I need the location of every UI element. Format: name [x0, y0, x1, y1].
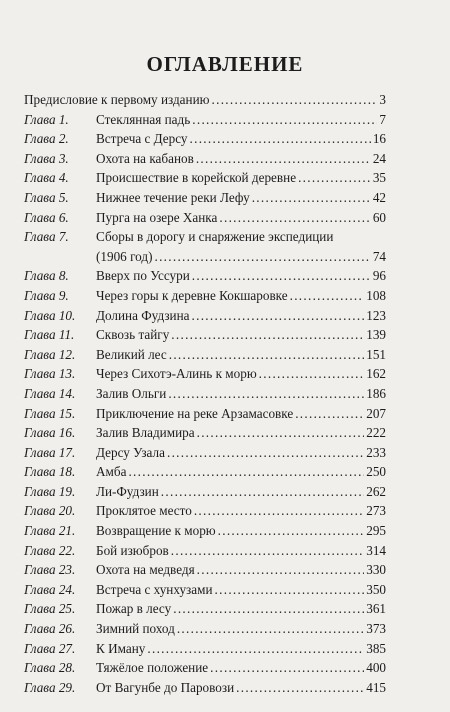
entry-title: Приключение на реке Арзамасовке	[96, 405, 294, 421]
toc-entry[interactable]	[24, 501, 386, 521]
entry-title: Через Сихотэ-Алинь к морю	[96, 366, 257, 382]
toc-entry[interactable]	[24, 227, 386, 266]
chapter-label: Глава 21.	[24, 523, 76, 539]
toc-entry[interactable]	[24, 149, 386, 169]
toc-entry[interactable]	[24, 286, 386, 306]
entry-title: Проклятое место	[96, 503, 192, 519]
entry-page: 233	[366, 444, 386, 460]
toc-entry[interactable]	[24, 580, 386, 600]
dot-leader	[171, 325, 364, 345]
entry-title: Сквозь тайгу	[96, 327, 170, 343]
entry-title: Залив Ольги	[96, 385, 167, 401]
entry-title: Долина Фудзина	[96, 307, 190, 323]
dot-leader	[210, 658, 364, 678]
toc-entry[interactable]	[24, 619, 386, 639]
dot-leader	[295, 404, 364, 424]
toc-entry[interactable]	[24, 482, 386, 502]
entry-title: Пурга на озере Ханка	[96, 209, 218, 225]
toc-entry[interactable]	[24, 129, 386, 149]
entry-page: 60	[372, 209, 386, 225]
chapter-label: Глава 19.	[24, 483, 76, 499]
toc-entry[interactable]	[24, 168, 386, 188]
chapter-label: Глава 10.	[24, 307, 76, 323]
dot-leader	[197, 423, 365, 443]
chapter-label: Глава 16.	[24, 425, 76, 441]
toc-entry[interactable]	[24, 599, 386, 619]
dot-leader	[192, 110, 377, 130]
toc-entry[interactable]	[24, 325, 386, 345]
entry-page: 16	[372, 131, 386, 147]
entry-page: 42	[372, 189, 386, 205]
toc-entry[interactable]	[24, 364, 386, 384]
entry-title: Стеклянная падь	[96, 111, 191, 127]
chapter-label: Глава 27.	[24, 640, 76, 656]
chapter-list	[24, 110, 386, 698]
dot-leader	[192, 306, 365, 326]
table-of-contents	[24, 90, 386, 697]
chapter-label: Глава 15.	[24, 405, 76, 421]
entry-page: 162	[366, 366, 386, 382]
chapter-label: Глава 17.	[24, 444, 76, 460]
entry-title: От Вагунбе до Паровози	[96, 679, 235, 695]
chapter-label: Глава 18.	[24, 464, 76, 480]
entry-title: Ли-Фудзин	[96, 483, 159, 499]
entry-title: Вверх по Уссури	[96, 268, 190, 284]
chapter-label: Глава 5.	[24, 189, 69, 205]
entry-page: 151	[366, 346, 386, 362]
entry-page: 373	[366, 621, 386, 637]
dot-leader	[215, 580, 365, 600]
toc-entry[interactable]	[24, 110, 386, 130]
chapter-label: Глава 1.	[24, 111, 69, 127]
dot-leader	[259, 364, 365, 384]
entry-page: 250	[366, 464, 386, 480]
entry-page: 400	[366, 660, 386, 676]
dot-leader	[168, 384, 364, 404]
chapter-label: Глава 4.	[24, 170, 69, 186]
toc-entry[interactable]	[24, 306, 386, 326]
toc-entry[interactable]	[24, 639, 386, 659]
entry-page: 273	[366, 503, 386, 519]
dot-leader	[218, 521, 365, 541]
entry-title: Тяжёлое положение	[96, 660, 209, 676]
entry-page: 415	[366, 679, 386, 695]
entry-title: Предисловие к первому изданию	[24, 92, 210, 107]
entry-title: Дерсу Узала	[96, 444, 165, 460]
entry-page: 24	[372, 150, 386, 166]
entry-page: 123	[366, 307, 386, 323]
entry-title: Возвращение к морю	[96, 523, 216, 539]
dot-leader	[212, 90, 378, 110]
entry-page: 330	[366, 562, 386, 578]
entry-page: 222	[366, 425, 386, 441]
toc-entry[interactable]	[24, 658, 386, 678]
entry-page: 139	[366, 327, 386, 343]
chapter-label: Глава 25.	[24, 601, 76, 617]
dot-leader	[252, 188, 371, 208]
chapter-label: Глава 11.	[24, 327, 75, 343]
dot-leader	[192, 266, 371, 286]
chapter-label: Глава 8.	[24, 268, 69, 284]
entry-page: 350	[366, 581, 386, 597]
toc-entry[interactable]	[24, 678, 386, 698]
dot-leader	[298, 168, 371, 188]
entry-title: (1906 год)	[96, 248, 153, 264]
entry-page: 74	[372, 248, 386, 264]
dot-leader	[128, 462, 364, 482]
chapter-label: Глава 7.	[24, 229, 69, 245]
chapter-label: Глава 2.	[24, 131, 69, 147]
dot-leader	[194, 501, 364, 521]
toc-entry[interactable]	[24, 521, 386, 541]
entry-title: К Иману	[96, 640, 146, 656]
chapter-label: Глава 22.	[24, 542, 76, 558]
entry-page: 186	[366, 385, 386, 401]
entry-title: Залив Владимира	[96, 425, 195, 441]
dot-leader	[154, 247, 370, 267]
entry-title: Охота на кабанов	[96, 150, 194, 166]
dot-leader	[167, 443, 364, 463]
toc-entry[interactable]	[24, 266, 386, 286]
entry-page: 385	[366, 640, 386, 656]
entry-title: Бой изюбров	[96, 542, 169, 558]
entry-title: Пожар в лесу	[96, 601, 172, 617]
chapter-label: Глава 9.	[24, 287, 69, 303]
dot-leader	[236, 678, 364, 698]
dot-leader	[173, 599, 364, 619]
entry-title: Встреча с хунхузами	[96, 581, 213, 597]
dot-leader	[219, 208, 370, 228]
entry-title: Охота на медведя	[96, 562, 195, 578]
dot-leader	[290, 286, 365, 306]
chapter-label: Глава 13.	[24, 366, 76, 382]
dot-leader	[197, 560, 365, 580]
toc-entry[interactable]	[24, 404, 386, 424]
entry-page: 295	[366, 523, 386, 539]
toc-entry[interactable]	[24, 541, 386, 561]
toc-entry[interactable]	[24, 345, 386, 365]
chapter-label: Глава 24.	[24, 581, 76, 597]
chapter-label: Глава 14.	[24, 385, 76, 401]
dot-leader	[171, 541, 364, 561]
toc-entry-preface[interactable]	[24, 90, 386, 110]
dot-leader	[190, 129, 371, 149]
toc-entry[interactable]	[24, 560, 386, 580]
entry-page: 314	[366, 542, 386, 558]
entry-title: Встреча с Дерсу	[96, 131, 188, 147]
entry-page: 7	[379, 111, 386, 127]
chapter-label: Глава 6.	[24, 209, 69, 225]
chapter-label: Глава 23.	[24, 562, 76, 578]
chapter-label: Глава 29.	[24, 679, 76, 695]
entry-title: Великий лес	[96, 346, 167, 362]
dot-leader	[147, 639, 364, 659]
entry-title: Сборы в дорогу и снаряжение экспедиции	[96, 229, 334, 245]
entry-title: Зимний поход	[96, 621, 175, 637]
entry-page: 262	[366, 483, 386, 499]
chapter-label: Глава 28.	[24, 660, 76, 676]
entry-page: 35	[372, 170, 386, 186]
toc-entry[interactable]	[24, 462, 386, 482]
chapter-label: Глава 12.	[24, 346, 76, 362]
dot-leader	[177, 619, 364, 639]
toc-entry[interactable]	[24, 384, 386, 404]
chapter-label: Глава 3.	[24, 150, 69, 166]
dot-leader	[161, 482, 364, 502]
dot-leader	[196, 149, 371, 169]
entry-page: 108	[366, 287, 386, 303]
entry-title: Амба	[96, 464, 127, 480]
entry-title: Происшествие в корейской деревне	[96, 170, 297, 186]
entry-page: 361	[366, 601, 386, 617]
toc-entry[interactable]	[24, 443, 386, 463]
toc-entry[interactable]	[24, 208, 386, 228]
toc-entry[interactable]	[24, 188, 386, 208]
entry-title: Нижнее течение реки Лефу	[96, 189, 250, 205]
dot-leader	[169, 345, 364, 365]
entry-page: 3	[379, 92, 386, 107]
chapter-label: Глава 26.	[24, 621, 76, 637]
chapter-label: Глава 20.	[24, 503, 76, 519]
page-title: ОГЛАВЛЕНИЕ	[146, 52, 304, 76]
entry-page: 96	[372, 268, 386, 284]
entry-title: Через горы к деревне Кокшаровке	[96, 287, 288, 303]
toc-entry[interactable]	[24, 423, 386, 443]
entry-page: 207	[366, 405, 386, 421]
